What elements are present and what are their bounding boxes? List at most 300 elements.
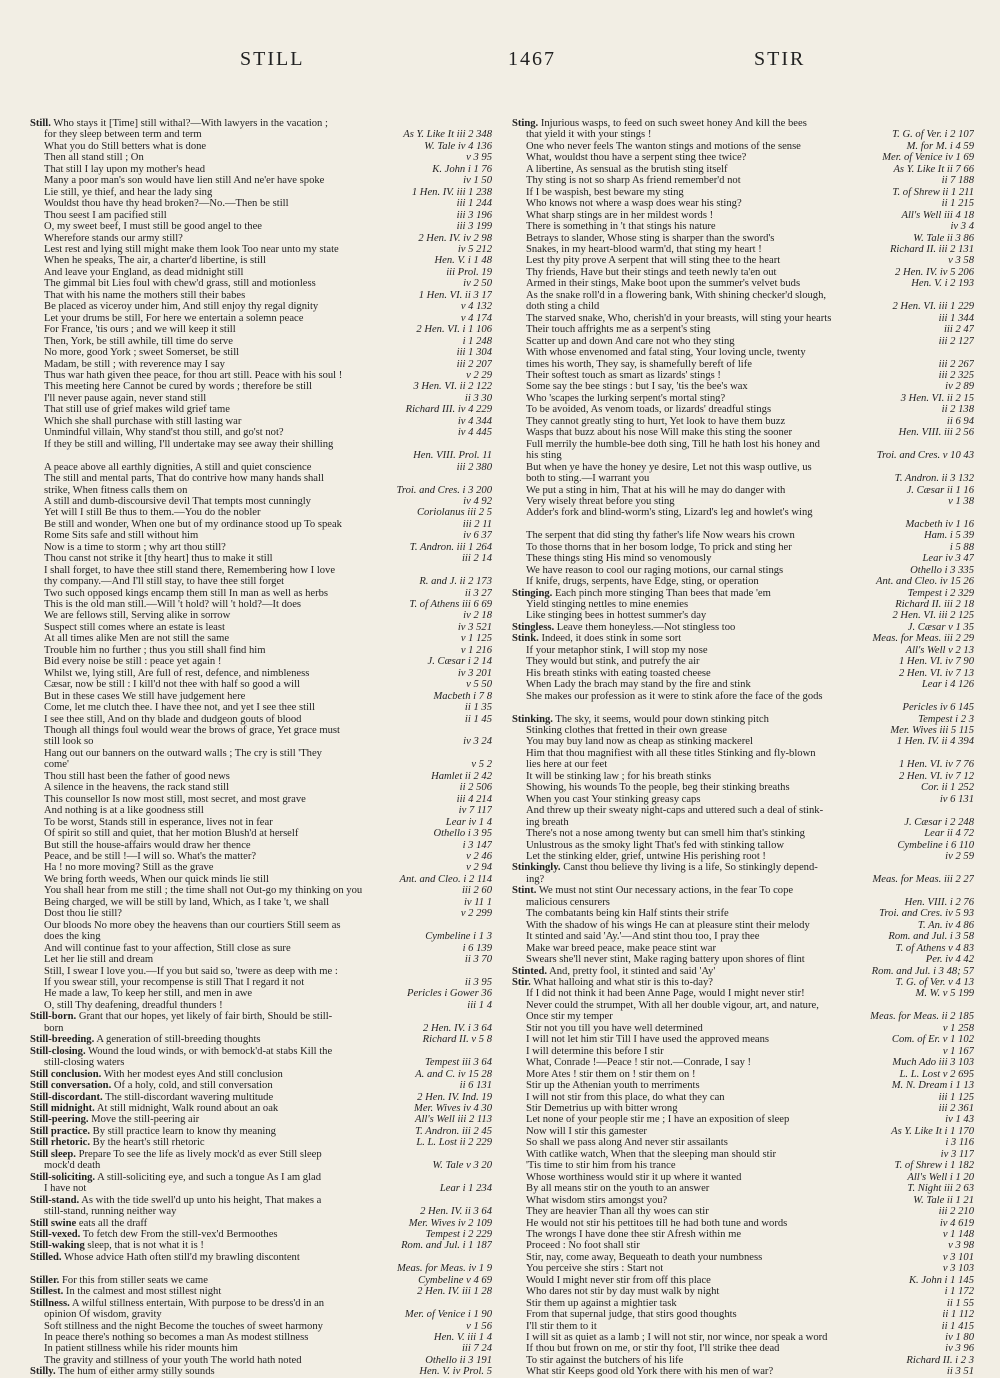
concordance-line <box>512 118 974 129</box>
quotation-text: Each pinch more stinging Than bees that made 'em <box>555 587 771 599</box>
concordance-line <box>30 152 492 163</box>
quotation-text: Let her lie still and dream <box>44 954 154 966</box>
headword: Still-waking <box>30 1240 85 1252</box>
quotation-text: As the snake roll'd in a flowering bank, With shining checker'd slough, <box>526 289 827 301</box>
quotation-text: In patient stillness while his rider mounts him <box>44 1343 238 1355</box>
quotation-text: When Lady the brach may stand by the fire and stink <box>526 679 751 691</box>
play-reference: ii 1 415 <box>941 1320 974 1332</box>
quotation-text: Yield stinging nettles to mine enemies <box>526 599 689 611</box>
concordance-line <box>30 1126 492 1137</box>
play-reference: All's Well iii 4 18 <box>901 209 974 221</box>
concordance-line <box>512 748 974 759</box>
quotation-text: It will be stinking law ; for his breath stinks <box>526 770 712 782</box>
play-reference: 2 Hen. VI. i 1 106 <box>416 324 492 336</box>
quotation-text: He would not stir his pettitoes till he had both tune and words <box>526 1217 788 1229</box>
quotation-text: To be worst, Stands still in esperance, lives not in fear <box>44 816 273 828</box>
concordance-line <box>512 1057 974 1068</box>
quotation-text: thy company.—And I'll still stay, to have thee still forget <box>44 576 285 588</box>
play-reference: iii 2 11 <box>462 518 492 530</box>
headword: Still sleep. <box>30 1148 76 1160</box>
play-reference: iv 6 37 <box>463 530 492 542</box>
play-reference: T. An. iv 4 86 <box>917 919 974 931</box>
quotation-text: The still and mental parts, That do contrive how many hands shall <box>44 473 324 485</box>
concordance-line <box>30 805 492 816</box>
concordance-line <box>30 1252 492 1263</box>
concordance-line <box>30 347 492 358</box>
play-reference: T. G. of Ver. i 2 107 <box>892 129 974 141</box>
quotation-text: Thou seest I am pacified still <box>44 209 167 221</box>
concordance-line <box>30 988 492 999</box>
concordance-line <box>512 244 974 255</box>
play-reference: ii 3 30 <box>464 392 492 404</box>
play-reference: All's Well i 1 20 <box>907 1171 974 1183</box>
concordance-line <box>30 702 492 713</box>
quotation-text: Of a holy, cold, and still conversation <box>113 1080 273 1092</box>
concordance-line <box>30 645 492 656</box>
quotation-text: Full merrily the humble-bee doth sing, Till he hath lost his honey and <box>526 438 820 450</box>
quotation-text: With the shadow of his wings He can at pleasure stint their melody <box>526 919 810 931</box>
quotation-text: Scatter up and down And care not who they sting <box>526 335 735 347</box>
play-reference: v 2 94 <box>466 862 492 874</box>
concordance-line <box>512 1023 974 1034</box>
headword: Still midnight. <box>30 1102 95 1114</box>
quotation-text: Whose advice Hath often still'd my brawling discontent <box>63 1251 300 1263</box>
concordance-line <box>30 1092 492 1103</box>
concordance-line <box>512 817 974 828</box>
concordance-line <box>512 301 974 312</box>
concordance-line <box>30 381 492 392</box>
concordance-line <box>30 897 492 908</box>
play-reference: Mer. Wives iv 2 109 <box>408 1217 492 1229</box>
quotation-text: A peace above all earthly dignities, A still and quiet conscience <box>44 461 312 473</box>
concordance-line <box>512 1126 974 1137</box>
concordance-line <box>512 805 974 816</box>
play-reference: iii 2 267 <box>938 358 974 370</box>
play-reference: W. Tale iv 4 136 <box>424 140 492 152</box>
concordance-line <box>512 267 974 278</box>
quotation-text: I will not stir from this place, do what they can <box>526 1091 725 1103</box>
quotation-text: There's not a nose among twenty but can smell him that's stinking <box>526 828 805 840</box>
play-reference: ii 7 188 <box>941 175 974 187</box>
quotation-text: ing? <box>526 873 545 885</box>
headword: Stint. <box>512 885 537 897</box>
quotation-text: To stir against the butchers of his life <box>526 1354 684 1366</box>
concordance-line <box>30 1000 492 1011</box>
quotation-text: Many a poor man's son would have lien still And ne'er have spoke <box>44 175 325 187</box>
concordance-line <box>30 1286 492 1297</box>
concordance-line <box>512 736 974 747</box>
quotation-text: mock'd death <box>44 1160 101 1172</box>
play-reference: Meas. for Meas. iii 2 27 <box>872 873 974 885</box>
quotation-text: The combatants being kin Half stints their strife <box>526 908 729 920</box>
play-reference: ii 6 131 <box>459 1080 492 1092</box>
quotation-text: When he speaks, The air, a charter'd libertine, is still <box>44 255 266 267</box>
concordance-line <box>30 908 492 919</box>
play-reference: v 1 38 <box>948 495 974 507</box>
quotation-text: To be avoided, As venom toads, or lizards' dreadful stings <box>526 404 772 416</box>
play-reference: Meas. for Meas. ii 2 185 <box>870 1011 974 1023</box>
concordance-line <box>30 221 492 232</box>
play-reference: J. Cæsar i 2 14 <box>427 656 492 668</box>
quotation-text: Unlustrous as the smoky light That's fed with stinking tallow <box>526 839 785 851</box>
quotation-text: The sky, it seems, would pour down stinking pitch <box>555 713 769 725</box>
play-reference: v 2 46 <box>466 851 492 862</box>
play-reference: iv 3 24 <box>463 736 492 748</box>
quotation-text: Stinking clothes that fretted in their own grease <box>526 725 727 737</box>
quotation-text: With catlike watch, When that the sleeping man should stir <box>526 1148 777 1160</box>
concordance-line <box>30 1011 492 1022</box>
concordance-line <box>30 1023 492 1034</box>
concordance-line <box>30 427 492 438</box>
play-reference: i 6 139 <box>462 942 492 954</box>
play-reference: K. John i 1 145 <box>908 1274 974 1286</box>
quotation-text: Then, York, be still awhile, till time do serve <box>44 335 233 347</box>
play-reference: i 1 248 <box>462 335 492 347</box>
concordance-line <box>30 1172 492 1183</box>
concordance-line <box>30 244 492 255</box>
quotation-text: does the king <box>44 931 101 943</box>
headword: Still conversation. <box>30 1080 112 1092</box>
concordance-line <box>30 1046 492 1057</box>
quotation-text: That still I lay upon my mother's head <box>44 163 206 175</box>
concordance-line <box>512 1103 974 1114</box>
concordance-line <box>30 1160 492 1171</box>
quotation-text: What wisdom stirs amongst you? <box>526 1194 668 1206</box>
play-reference: Lear iv 3 47 <box>922 553 974 565</box>
concordance-line <box>30 679 492 690</box>
play-reference: v 3 95 <box>466 152 492 164</box>
concordance-line <box>512 851 974 862</box>
quotation-text: In the calmest and most stillest night <box>65 1286 222 1298</box>
quotation-text: Him that thou magnifiest with all these titles Stinking and fly-blown <box>526 747 816 759</box>
play-reference: T. Andron. iii 1 264 <box>409 541 492 553</box>
concordance-line <box>512 988 974 999</box>
play-reference: v 5 2 <box>471 759 492 771</box>
quotation-text: This is the old man still.—Will 't hold? will 't hold?—It does <box>44 599 302 611</box>
headword: Sting. <box>512 118 539 129</box>
concordance-line <box>512 359 974 370</box>
play-reference: v 1 148 <box>942 1228 974 1240</box>
concordance-line <box>30 370 492 381</box>
play-reference: v 2 29 <box>466 369 492 381</box>
columns <box>30 118 974 1378</box>
quotation-text: Dost thou lie still? <box>44 908 122 920</box>
quotation-text: That still use of grief makes wild grief tame <box>44 404 230 416</box>
quotation-text: We put a sting in him, That at his will he may do danger with <box>526 484 786 496</box>
play-reference: W. Tale v 3 20 <box>432 1160 492 1172</box>
quotation-text: I shall forget, to have thee still stand there, Remembering how I love <box>44 564 336 576</box>
quotation-text: Now will I stir this gamester <box>526 1125 647 1137</box>
quotation-text: Swears she'll never stint, Make raging battery upon shores of flint <box>526 954 805 966</box>
concordance-line <box>512 1321 974 1332</box>
concordance-line <box>512 714 974 725</box>
concordance-line <box>512 1229 974 1240</box>
quotation-text: And leave your England, as dead midnight still <box>44 266 244 278</box>
concordance-line <box>512 439 974 450</box>
concordance-line <box>512 1275 974 1286</box>
play-reference: Othello ii 3 191 <box>425 1354 492 1366</box>
quotation-text: One who never feels The wanton stings and motions of the sense <box>526 140 801 152</box>
play-reference: Hen. V. i 2 193 <box>911 278 974 290</box>
quotation-text: Madam, be still ; with reverence may I say <box>44 358 225 370</box>
quotation-text: I'll stir them to it <box>526 1320 597 1332</box>
quotation-text: Grant that our hopes, yet likely of fair birth, Should be still- <box>78 1011 333 1023</box>
quotation-text: What stir Keeps good old York there with his men of war? <box>526 1366 774 1378</box>
quotation-text: You perceive she stirs : Start not <box>526 1263 664 1275</box>
concordance-line <box>512 1206 974 1217</box>
quotation-text: What, Conrade !—Peace ! stir not.—Conrade, I say ! <box>526 1057 752 1069</box>
quotation-text: Once stir my temper <box>526 1011 613 1023</box>
quotation-text: The gimmal bit Lies foul with chew'd grass, still and motionless <box>44 278 316 290</box>
quotation-text: Showing, his wounds To the people, beg their stinking breaths <box>526 782 790 794</box>
headword: Stinking. <box>512 713 553 725</box>
play-reference: iv 4 445 <box>457 427 492 439</box>
concordance-line <box>30 1069 492 1080</box>
play-reference: v 3 103 <box>942 1263 974 1275</box>
quotation-text: More Ates ! stir them on ! stir them on ! <box>526 1068 696 1080</box>
concordance-line <box>512 1092 974 1103</box>
play-reference: Pericles i Gower 36 <box>406 988 492 1000</box>
play-reference: Ham. i 5 39 <box>923 530 974 542</box>
concordance-line <box>30 599 492 610</box>
headword: Still. <box>30 118 51 129</box>
quotation-text: His breath stinks with eating toasted cheese <box>526 667 711 679</box>
play-reference: Cor. ii 1 252 <box>921 782 974 794</box>
play-reference: iv 3 117 <box>940 1148 974 1160</box>
concordance-line <box>512 862 974 873</box>
play-reference: Troi. and Cres. i 3 200 <box>396 484 492 496</box>
quotation-text: Suspect still comes where an estate is least <box>44 621 225 633</box>
concordance-line <box>30 164 492 175</box>
concordance-line <box>30 507 492 518</box>
quotation-text: Injurious wasps, to feed on such sweet honey And kill the bees <box>540 118 807 129</box>
quotation-text: What you do Still betters what is done <box>44 140 207 152</box>
concordance-line <box>30 359 492 370</box>
quotation-text: To those thorns that in her bosom lodge, To prick and sting her <box>526 541 792 553</box>
concordance-line <box>30 1103 492 1114</box>
quotation-text: I will determine this before I stir <box>526 1045 664 1057</box>
quotation-text: opinion Of wisdom, gravity <box>44 1309 162 1321</box>
quotation-text: Some say the bee stings : but I say, 'tis the bee's wax <box>526 381 748 393</box>
concordance-line <box>512 152 974 163</box>
quotation-text: We are fellows still, Serving alike in sorrow <box>44 610 231 622</box>
quotation-text: Who knows not where a wasp does wear his sting? <box>526 198 742 210</box>
concordance-line <box>512 485 974 496</box>
concordance-line <box>30 817 492 828</box>
concordance-line <box>512 610 974 621</box>
quotation-text: A still-soliciting eye, and such a tongue As I am glad <box>97 1171 322 1183</box>
concordance-line <box>30 771 492 782</box>
quotation-text: Their softest touch as smart as lizards' stings ! <box>526 369 721 381</box>
quotation-text: She makes our profession as it were to stink afore the face of the gods <box>526 690 823 702</box>
concordance-line <box>30 782 492 793</box>
headword: Stillest. <box>30 1286 64 1298</box>
quotation-text: malicious censurers <box>526 896 610 908</box>
play-reference: As Y. Like It i 1 170 <box>891 1125 974 1137</box>
play-reference: Com. of Er. v 1 102 <box>891 1034 974 1046</box>
play-reference: v 1 125 <box>460 633 492 645</box>
concordance-line <box>30 485 492 496</box>
play-reference: iv 4 92 <box>463 495 492 507</box>
play-reference: iii 2 361 <box>938 1102 974 1114</box>
concordance-line <box>512 233 974 244</box>
play-reference: M. for M. i 4 59 <box>906 140 974 152</box>
quotation-text: We have reason to cool our raging motions, our carnal stings <box>526 564 784 576</box>
play-reference: J. Cæsar ii 1 16 <box>906 484 974 496</box>
play-reference: v 3 98 <box>948 1240 974 1252</box>
concordance-line <box>512 840 974 851</box>
concordance-line <box>30 622 492 633</box>
headword: Stiller. <box>30 1274 60 1286</box>
concordance-line <box>30 565 492 576</box>
play-reference: ii 2 506 <box>459 782 492 794</box>
quotation-text: Adder's fork and blind-worm's sting, Lizard's leg and howlet's wing <box>526 507 813 519</box>
concordance-line <box>30 828 492 839</box>
concordance-line <box>30 1149 492 1160</box>
play-reference: ii 3 70 <box>464 954 492 966</box>
play-reference: R. and J. ii 2 173 <box>419 576 492 588</box>
quotation-text: Ha ! no more moving? Still as the grave <box>44 862 214 874</box>
play-reference: T. G. of Ver. v 4 13 <box>895 976 974 988</box>
quotation-text: Wound the loud winds, or with bemock'd-at stabs Kill the <box>88 1045 333 1057</box>
concordance-line <box>30 553 492 564</box>
quotation-text: Still, I swear I love you.—If you but said so, 'twere as deep with me : <box>44 965 338 977</box>
quotation-text: times his worth, They say, is shamefully bereft of life <box>526 358 752 370</box>
concordance-line <box>512 1046 974 1057</box>
play-reference: Hen. V. i 1 48 <box>434 255 492 267</box>
headword: Still-vexed. <box>30 1228 81 1240</box>
play-reference: T. of Shrew ii 1 211 <box>892 186 974 198</box>
play-reference: 2 Hen. IV. iv 2 98 <box>418 232 492 244</box>
quotation-text: For France, 'tis ours ; and we will keep it still <box>44 324 236 336</box>
play-reference: Lear ii 4 72 <box>924 828 974 840</box>
concordance-line <box>30 542 492 553</box>
quotation-text: The serpent that did sting thy father's life Now wears his crown <box>526 530 795 542</box>
play-reference: v 3 58 <box>948 255 974 267</box>
play-reference: i 5 88 <box>949 541 974 553</box>
headword: Still rhetoric. <box>30 1137 91 1149</box>
quotation-text: Who 'scapes the lurking serpent's mortal sting? <box>526 392 726 404</box>
quotation-text: Indeed, it does stink in some sort <box>541 633 682 645</box>
concordance-line <box>512 473 974 484</box>
play-reference: ii 1 45 <box>464 713 492 725</box>
concordance-line <box>30 519 492 530</box>
concordance-line <box>512 1080 974 1091</box>
play-reference: v 4 132 <box>460 301 492 313</box>
quotation-text: By still practice learn to know thy meaning <box>92 1125 276 1137</box>
concordance-line <box>30 1343 492 1354</box>
quotation-text: come' <box>44 759 69 771</box>
play-reference: 2 Hen. IV. Ind. 19 <box>417 1091 492 1103</box>
concordance-line <box>512 519 974 530</box>
concordance-line <box>512 759 974 770</box>
play-reference: Macbeth iv 1 16 <box>905 518 974 530</box>
play-reference: 2 Hen. IV. iv 5 206 <box>895 266 974 278</box>
play-reference: iv 6 131 <box>939 793 974 805</box>
concordance-line <box>30 118 492 129</box>
quotation-text: Then all stand still ; On <box>44 152 144 164</box>
quotation-text: Lest rest and lying still might make them look Too near unto my state <box>44 243 339 255</box>
play-reference: M. W. v 5 199 <box>915 988 974 1000</box>
quotation-text: We bring forth weeds, When our quick minds lie still <box>44 873 269 885</box>
play-reference: Tempest iii 3 64 <box>424 1057 492 1069</box>
quotation-text: Unmindful villain, Why stand'st thou still, and go'st not? <box>44 427 284 439</box>
quotation-text: Let your drums be still, For here we entertain a solemn peace <box>44 312 304 324</box>
concordance-line <box>30 141 492 152</box>
concordance-line <box>512 553 974 564</box>
play-reference: 2 Hen. IV. iii 1 28 <box>417 1286 492 1298</box>
quotation-text: Very wisely threat before you sting <box>526 495 675 507</box>
play-reference: Hen. VIII. i 2 76 <box>904 896 974 908</box>
quotation-text: eats all the draff <box>78 1217 148 1229</box>
quotation-text: A libertine, As sensual as the brutish sting itself <box>526 163 728 175</box>
headword: Still conclusion. <box>30 1068 102 1080</box>
quotation-text: Rome Sits safe and still without him <box>44 530 199 542</box>
concordance-line <box>512 290 974 301</box>
quotation-text: A generation of still-breeding thoughts <box>96 1034 261 1046</box>
quotation-text: for they sleep between term and term <box>44 129 202 141</box>
concordance-line <box>30 656 492 667</box>
play-reference: iv 5 212 <box>457 243 492 255</box>
concordance-line <box>512 530 974 541</box>
quotation-text: ing breath <box>526 816 569 828</box>
concordance-line <box>512 1034 974 1045</box>
concordance-line <box>30 748 492 759</box>
concordance-line <box>512 920 974 931</box>
quotation-text: This meeting here Cannot be cured by words ; therefore be still <box>44 381 312 393</box>
play-reference: Hamlet ii 2 42 <box>431 770 492 782</box>
concordance-line <box>512 1263 974 1274</box>
play-reference: 2 Hen. VI. iv 7 13 <box>898 667 974 679</box>
quotation-text: Prepare To see the life as lively mock'd as ever Still sleep <box>78 1148 322 1160</box>
concordance-line <box>512 1195 974 1206</box>
play-reference: iii Prol. 19 <box>446 266 492 278</box>
concordance-line <box>30 1218 492 1229</box>
quotation-text: Whilst we, lying still, Are full of rest, defence, and nimbleness <box>44 667 310 679</box>
play-reference: Ant. and Cleo. iv 15 26 <box>876 576 974 588</box>
concordance-line <box>512 175 974 186</box>
play-reference: 3 Hen. VI. ii 2 122 <box>413 381 492 393</box>
quotation-text: Their touch affrights me as a serpent's sting <box>526 324 711 336</box>
quotation-text: I will sit as quiet as a lamb ; I will not stir, nor wince, nor speak a word <box>526 1332 828 1344</box>
quotation-text: Though all things foul would wear the brows of grace, Yet grace must <box>44 725 340 737</box>
headword: Stinging. <box>512 587 553 599</box>
play-reference: iii 2 60 <box>461 885 492 897</box>
play-reference: v 4 174 <box>460 312 492 324</box>
quotation-text: By all means stir on the youth to an answer <box>526 1183 710 1195</box>
play-reference: 2 Hen. VI. iii 2 125 <box>892 610 974 622</box>
concordance-line <box>512 1252 974 1263</box>
quotation-text: I'll never pause again, never stand still <box>44 392 207 404</box>
quotation-text: What, wouldst thou have a serpent sting thee twice? <box>526 152 747 164</box>
concordance-line <box>512 599 974 610</box>
quotation-text: For this from stiller seats we came <box>62 1274 208 1286</box>
concordance-line <box>30 1366 492 1377</box>
play-reference: 1 Hen. VI. iv 7 76 <box>898 759 974 771</box>
quotation-text: What sharp stings are in her mildest words ! <box>526 209 714 221</box>
concordance-line <box>30 794 492 805</box>
play-reference: iii 2 127 <box>938 335 974 347</box>
quotation-text: At still midnight, Walk round about an oak <box>96 1102 279 1114</box>
quotation-text: Canst thou believe thy living is a life, So stinkingly depend- <box>563 862 818 874</box>
quotation-text: Armed in their stings, Make boot upon the summer's velvet buds <box>526 278 801 290</box>
quotation-text: I will not let him stir Till I have used the approved means <box>526 1034 770 1046</box>
concordance-line <box>30 1309 492 1320</box>
play-reference: v 1 258 <box>942 1022 974 1034</box>
quotation-text: Thy sting is not so sharp As friend remember'd not <box>526 175 741 187</box>
play-reference: T. Andron. ii 3 132 <box>894 473 974 485</box>
play-reference: 2 Hen. VI. iv 7 12 <box>898 770 974 782</box>
